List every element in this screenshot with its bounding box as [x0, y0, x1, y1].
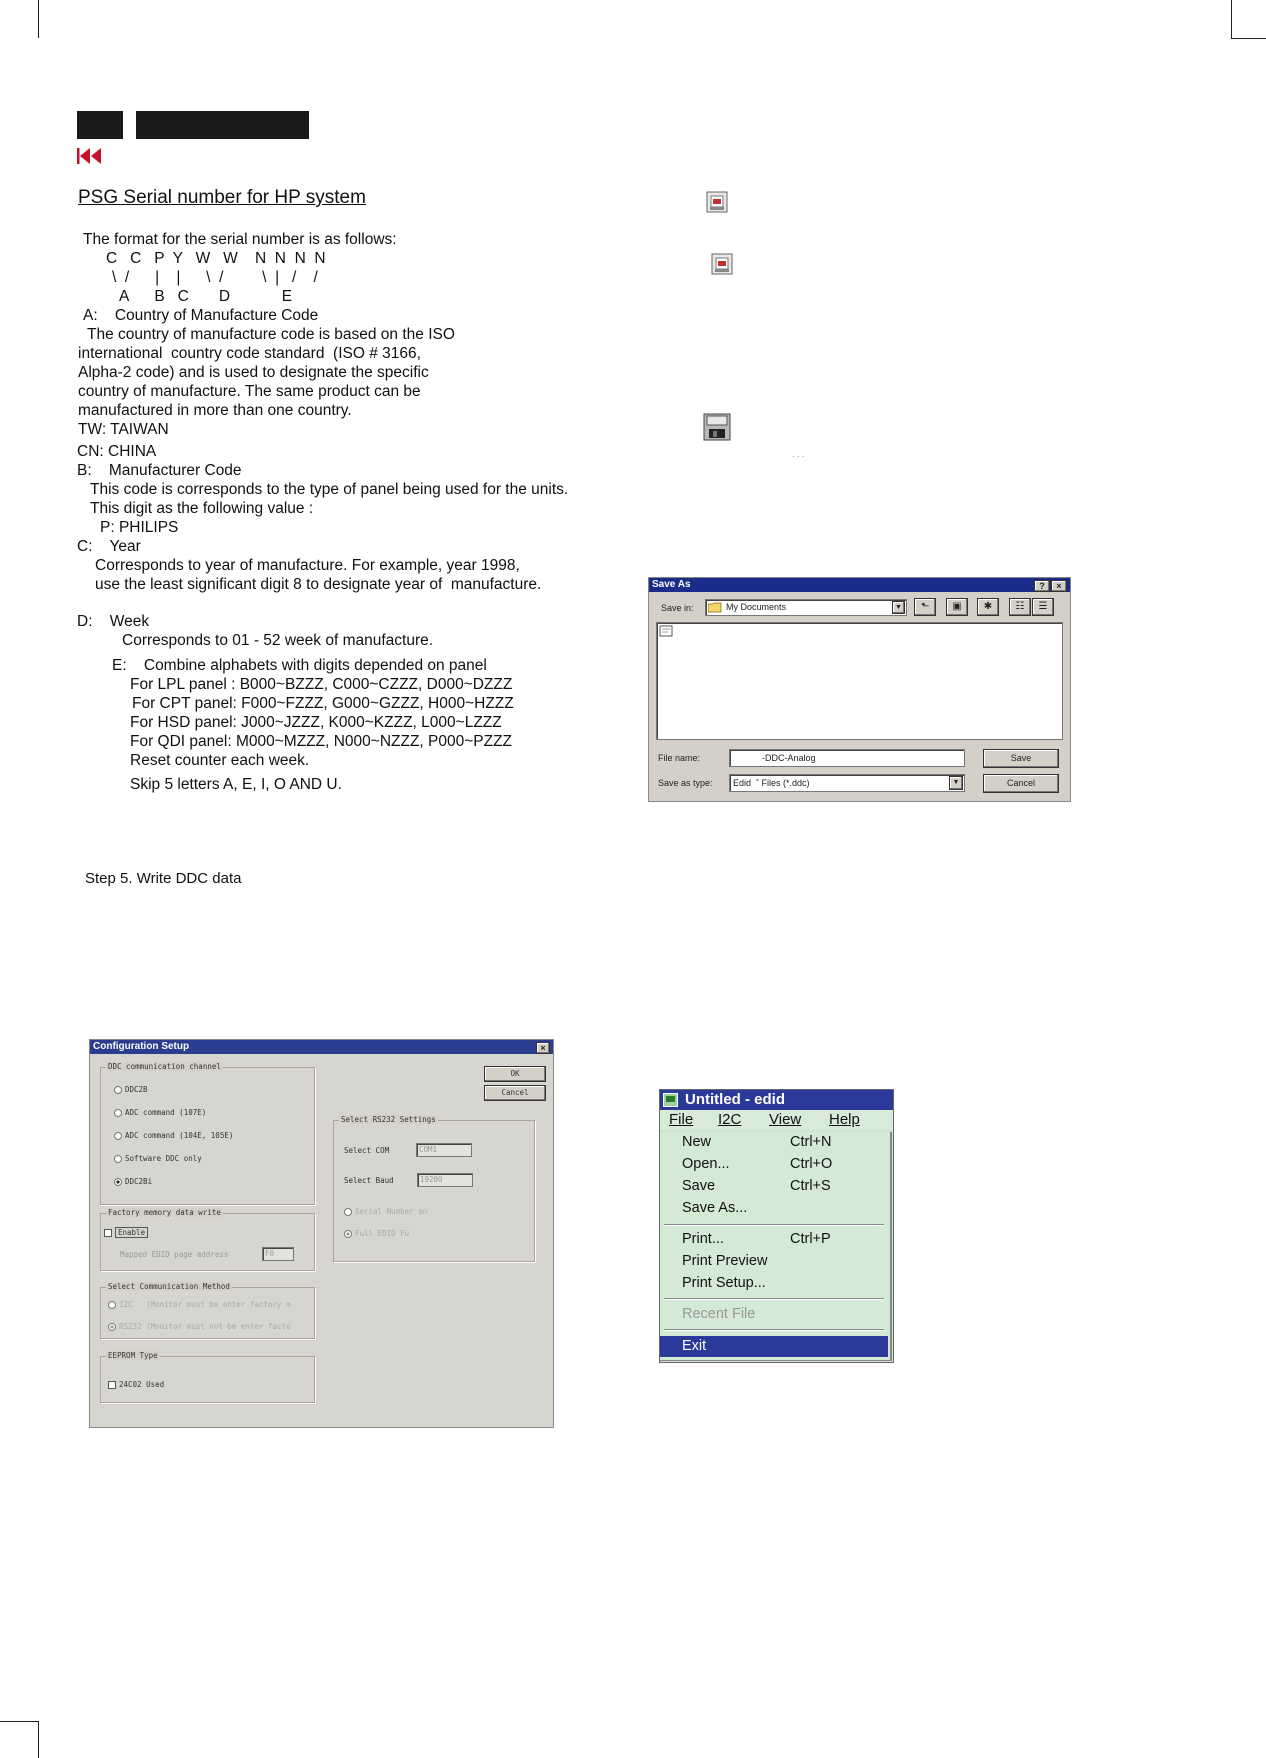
edid-title: Untitled - edid [685, 1091, 785, 1108]
file-name-input[interactable] [729, 749, 965, 767]
help-button[interactable]: ? [1034, 580, 1050, 592]
doc-line: international country code standard (ISO # 3166, [78, 345, 421, 362]
doc-line: For LPL panel : B000~BZZZ, C000~CZZZ, D000~DZZZ [130, 676, 513, 693]
eeprom-checkbox[interactable]: 24C02 Used [108, 1380, 164, 1389]
chevron-down-icon[interactable]: ▼ [949, 776, 963, 790]
com-label: Select COM [344, 1146, 390, 1155]
doc-line: E: Combine alphabets with digits depended on panel [112, 657, 487, 674]
doc-line: The country of manufacture code is based on the ISO [87, 326, 455, 343]
menu-item-open[interactable]: Open... Ctrl+O [682, 1156, 833, 1172]
app-icon [663, 1093, 678, 1107]
crop-mark-top-right-v [1231, 0, 1232, 38]
doc-line: P: PHILIPS [100, 519, 179, 536]
full-option[interactable]: Full EDID Fu [344, 1229, 409, 1238]
save-type-dropdown[interactable] [729, 774, 965, 792]
save-type-value: Edid ˜ Files (*.ddc) [733, 778, 810, 788]
close-button[interactable]: × [1051, 580, 1067, 592]
save-in-dropdown[interactable] [705, 599, 907, 616]
save-in-value: My Documents [726, 602, 787, 612]
doc-line: Reset counter each week. [130, 752, 310, 769]
doc-line: For HSD panel: J000~JZZZ, K000~KZZZ, L000~LZZZ [130, 714, 502, 731]
baud-label: Select Baud [344, 1176, 394, 1185]
menu-separator [664, 1224, 884, 1226]
method-group-label: Select Communication Method [108, 1282, 230, 1291]
edid-window [659, 1089, 894, 1363]
method-option[interactable]: RS232 (Monitor must not be enter facto [108, 1322, 291, 1331]
list-view-icon[interactable]: ☷ [1009, 598, 1031, 616]
doc-line: CN: CHINA [77, 443, 157, 460]
details-view-icon[interactable]: ☰ [1032, 598, 1054, 616]
file-name-label: File name: [658, 753, 701, 763]
step5-heading: Step 5. Write DDC data [85, 870, 242, 887]
doc-line: \ / | | \ / \ | / / [112, 269, 318, 286]
menu-item-print[interactable]: Print... Ctrl+P [682, 1231, 831, 1247]
doc-title: PSG Serial number for HP system [78, 187, 366, 208]
menu-file[interactable]: File [669, 1111, 694, 1128]
doc-line: C: Year [77, 538, 141, 555]
file-name-value: -DDC-Analog [762, 753, 816, 763]
menu-view[interactable]: View [769, 1111, 802, 1128]
menu-separator [664, 1329, 884, 1331]
config-setup-dialog [89, 1039, 554, 1428]
menu-item-print-preview[interactable]: Print Preview [682, 1253, 768, 1269]
save-as-dialog [648, 577, 1071, 802]
file-list-area[interactable] [656, 622, 1063, 740]
doc-line: B: Manufacturer Code [77, 462, 242, 479]
crop-mark-top-left [38, 0, 39, 38]
com-select[interactable]: COM1 [416, 1143, 472, 1157]
save-as-titlebar [649, 578, 1070, 592]
menu-item-save-as[interactable]: Save As... [682, 1200, 748, 1216]
doc-line: For QDI panel: M000~MZZZ, N000~NZZZ, P000~PZZZ [130, 733, 513, 750]
doc-line: This digit as the following value : [90, 500, 314, 517]
ddc-option[interactable]: DDC2Bi [114, 1177, 152, 1186]
section-title-box [136, 111, 309, 139]
menu-item-print-setup[interactable]: Print Setup... [682, 1275, 766, 1291]
method-option[interactable]: I2C (Monitor must be enter factory m [108, 1300, 291, 1309]
doc-line: manufactured in more than one country. [78, 402, 352, 419]
cancel-button[interactable]: Cancel [983, 774, 1059, 793]
menu-item-save[interactable]: Save Ctrl+S [682, 1178, 831, 1194]
menu-item-recent-file: Recent File [682, 1306, 756, 1322]
new-folder-icon[interactable]: ✱ [977, 598, 999, 616]
doc-line: D: Week [77, 613, 150, 630]
doc-line: use the least significant digit 8 to designate year of manufacture. [95, 576, 542, 593]
enable-checkbox[interactable]: Enable [104, 1228, 148, 1237]
save-type-label: Save as type: [658, 778, 713, 788]
floppy-save-icon [703, 413, 731, 441]
crop-mark-bottom-left-h [0, 1721, 38, 1722]
crop-mark-top-right-h [1231, 38, 1266, 39]
mapped-label: Mapped EDID page address [120, 1250, 229, 1259]
dots-mark: . . . [792, 449, 805, 459]
factory-group [100, 1213, 315, 1271]
up-folder-icon[interactable]: ⬑ [914, 598, 936, 616]
edid-menubar [660, 1110, 893, 1130]
config-title: Configuration Setup [93, 1041, 190, 1052]
crop-mark-bottom-left-v [38, 1721, 39, 1758]
config-titlebar [90, 1040, 553, 1054]
menu-separator [664, 1298, 884, 1300]
ddc-option[interactable]: Software DDC only [114, 1154, 202, 1163]
ddc-group-label: DDC communication channel [108, 1062, 221, 1071]
save-in-label: Save in: [661, 603, 694, 613]
chevron-down-icon[interactable]: ▼ [892, 601, 905, 614]
doc-line: Alpha-2 code) and is used to designate the specific [78, 364, 429, 381]
rs232-group-label: Select RS232 Settings [341, 1115, 436, 1124]
doc-line: TW: TAIWAN [78, 421, 169, 438]
doc-line: A B C D E [119, 288, 293, 305]
doc-line: country of manufacture. The same product can be [78, 383, 421, 400]
ok-button[interactable]: OK [484, 1066, 546, 1082]
menu-item-exit[interactable]: Exit [660, 1336, 888, 1357]
menu-item-new[interactable]: New Ctrl+N [682, 1134, 832, 1150]
save-as-title: Save As [652, 579, 691, 590]
doc-line: A: Country of Manufacture Code [83, 307, 319, 324]
menu-i2c[interactable]: I2C [718, 1111, 742, 1128]
cancel-button[interactable]: Cancel [484, 1085, 546, 1101]
doc-line: This code is corresponds to the type of panel being used for the units. [90, 481, 569, 498]
mapped-input[interactable]: F0 [262, 1247, 294, 1261]
ddc-option[interactable]: ADC command (104E, 105E) [114, 1131, 233, 1140]
baud-select[interactable]: 19200 [417, 1173, 473, 1187]
toolbar-read-icon [711, 253, 733, 275]
doc-line: Corresponds to 01 - 52 week of manufacture. [122, 632, 434, 649]
doc-line: Corresponds to year of manufacture. For example, year 1998, [95, 557, 520, 574]
menu-help[interactable]: Help [829, 1111, 860, 1128]
file-icon [659, 625, 673, 637]
rs232-group [333, 1120, 535, 1262]
toolbar-write-icon [706, 191, 728, 213]
factory-group-label: Factory memory data write [108, 1208, 221, 1217]
doc-line: For CPT panel: F000~FZZZ, G000~GZZZ, H000~HZZZ [132, 695, 514, 712]
desktop-icon[interactable]: ▣ [946, 598, 968, 616]
doc-line: C C P Y W W N N N N [106, 250, 326, 267]
section-number-box [77, 111, 123, 139]
serial-option[interactable]: Serial Number on [344, 1207, 427, 1216]
doc-line: The format for the serial number is as follows: [83, 231, 397, 248]
eeprom-group-label: EEPROM Type [108, 1351, 158, 1360]
doc-line: Skip 5 letters A, E, I, O AND U. [130, 776, 342, 793]
save-button[interactable]: Save [983, 749, 1059, 768]
back-nav-icon[interactable] [77, 147, 103, 165]
close-button[interactable]: × [536, 1042, 550, 1054]
edid-titlebar [660, 1090, 893, 1110]
ddc-option[interactable]: DDC2B [114, 1085, 148, 1094]
method-group [100, 1287, 315, 1339]
file-dropdown [660, 1132, 892, 1361]
folder-icon [708, 602, 722, 613]
ddc-option[interactable]: ADC command (107E) [114, 1108, 206, 1117]
